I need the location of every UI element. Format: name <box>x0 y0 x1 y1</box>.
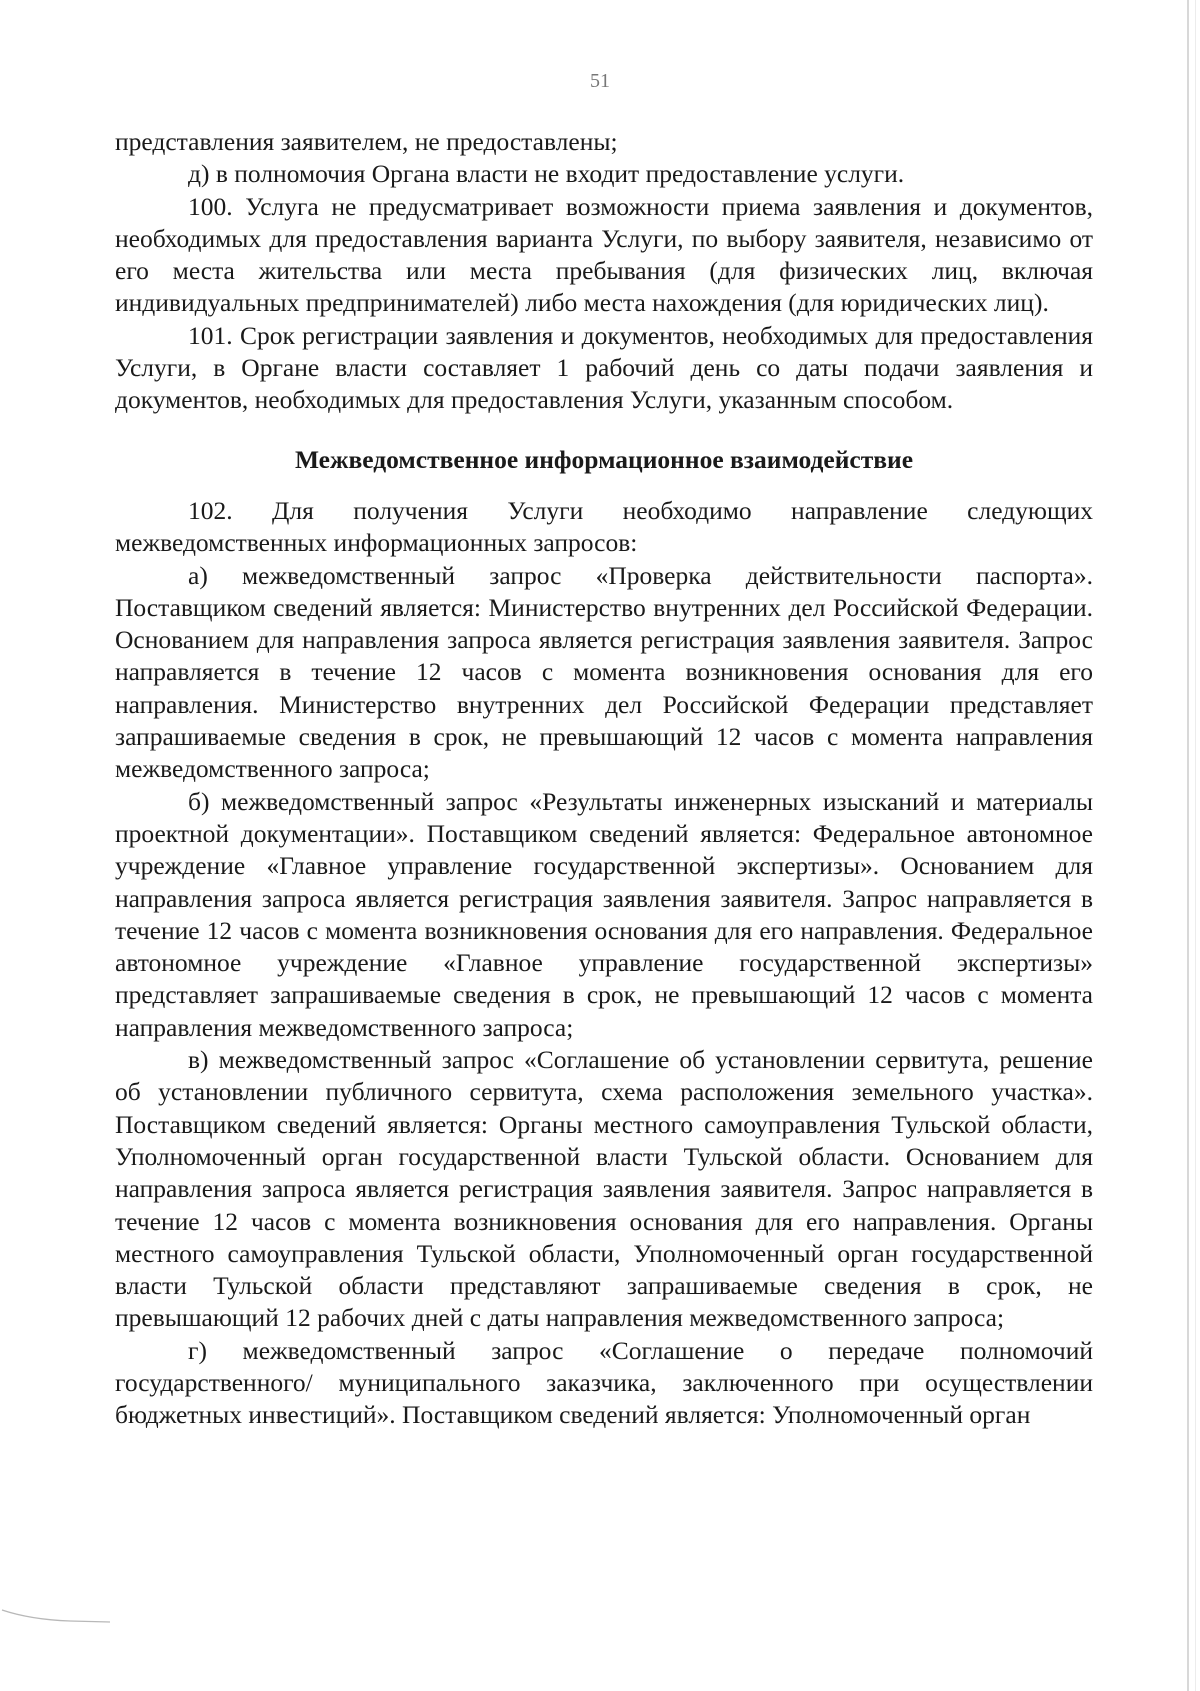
paragraph-item-d: д) в полномочия Органа власти не входит предоставление услуги. <box>188 159 905 189</box>
page-number: 51 <box>590 70 610 92</box>
section-heading: Межведомственное информационное взаимодействие <box>294 444 914 474</box>
paragraph-continuation: представления заявителем, не предоставлены; <box>115 127 618 156</box>
paragraph-102-g: г) межведомственный запрос «Соглашение о передаче полномочий государственного/ муниципального заказчика, заключенного при осуществлении бюджетных инвестиций». Поставщиком сведений является: Уполномоченный орган <box>115 1335 1093 1430</box>
document-body <box>115 126 1093 1432</box>
paragraph-102-v: в) межведомственный запрос «Соглашение об установлении сервитута, решение об установлении публичного сервитута, схема расположения земельного участка». Поставщиком сведений является: Органы местного самоуправления Тульской области, Уполномоченный орган государственной власти Тульской области. Основанием для направления запроса является регистрация заявления заявителя. Запрос направляется в течение 12 часов с момента возникновения основания для его направления. Органы местного самоуправления Тульской области, Уполномоченный орган государственной власти Тульской области представляют запрашиваемые сведения в срок, не превышающий 12 рабочих дней с даты направления межведомственного запроса; <box>115 1045 1093 1333</box>
paragraph-101: 101. Срок регистрации заявления и документов, необходимых для предоставления Услуги, в Органе власти составляет 1 рабочий день со даты подачи заявления и документов, необходимых для предоставления Услуги, указанным способом. <box>115 320 1093 415</box>
scan-artifact-mark <box>0 1606 120 1626</box>
scan-edge-line <box>1195 0 1196 1691</box>
paragraph-102-b: б) межведомственный запрос «Результаты инженерных изысканий и материалы проектной документации». Поставщиком сведений является: Федеральное автономное учреждение «Главное управление государственной экспертизы». Основанием для направления запроса является регистрация заявления заявителя. Запрос направляется в течение 12 часов с момента возникновения основания для его направления. Федеральное автономное учреждение «Главное управление государственной экспертизы» представляет запрашиваемые сведения в срок, не превышающий 12 часов с момента направления межведомственного запроса; <box>115 786 1093 1042</box>
scan-edge-shadow <box>1187 0 1189 1691</box>
paragraph-100: 100. Услуга не предусматривает возможности приема заявления и документов, необходимых для предоставления варианта Услуги, по выбору заявителя, независимо от его места жительства или места пребывания (для физических лиц, включая индивидуальных предпринимателей) либо места нахождения (для юридических лиц). <box>115 191 1093 318</box>
paragraph-102: 102. Для получения Услуги необходимо направление следующих межведомственных информационных запросов: <box>115 495 1093 558</box>
paragraph-102-a: а) межведомственный запрос «Проверка действительности паспорта». Поставщиком сведений является: Министерство внутренних дел Российской Федерации. Основанием для направления запроса является регистрация заявления заявителя. Запрос направляется в течение 12 часов с момента возникновения основания для его направления. Министерство внутренних дел Российской Федерации представляет запрашиваемые сведения в срок, не превышающий 12 часов с момента направления межведомственного запроса; <box>115 560 1093 784</box>
